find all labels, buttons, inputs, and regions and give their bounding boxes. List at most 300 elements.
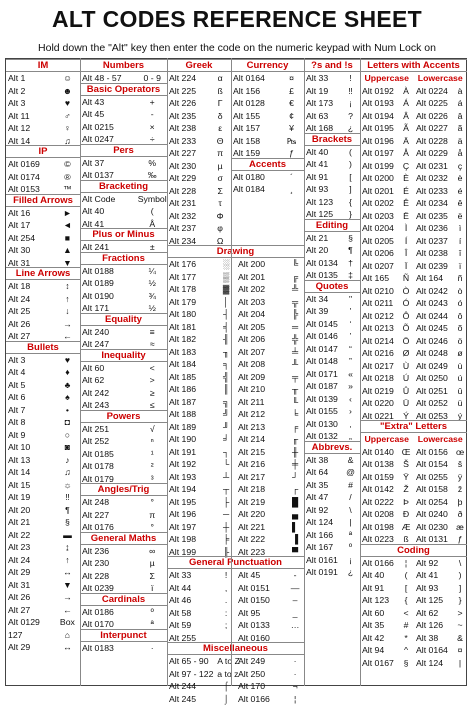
symbol: Ô (399, 310, 413, 323)
symbol: ┐ (217, 446, 235, 459)
symbol: ê (453, 197, 467, 210)
alt-code: Alt 223 (235, 546, 286, 559)
symbol: █ (286, 496, 304, 509)
symbol: [ (399, 582, 413, 595)
alt-code: Alt 0128 (231, 97, 279, 110)
symbol: ↓ (55, 305, 80, 318)
alt-code: Alt 0249 (413, 360, 453, 373)
code-row (167, 371, 304, 384)
symbol: Ì (399, 222, 413, 235)
symbol: ü (453, 397, 467, 410)
alt-code: Alt 0202 (360, 197, 399, 210)
symbol: ▼ (55, 579, 80, 592)
alt-code: Alt 4 (6, 366, 55, 379)
symbol: û (453, 385, 467, 398)
alt-code: Alt 158 (231, 135, 279, 148)
code-row (360, 297, 467, 310)
symbol: @ (341, 466, 360, 479)
alt-code: Alt 92 (304, 504, 341, 517)
alt-code: Alt 20 (304, 244, 341, 257)
symbol: & (341, 454, 360, 467)
code-row (167, 283, 304, 296)
code-row (304, 516, 360, 529)
code-row (167, 655, 304, 668)
symbol: ¤ (453, 644, 467, 657)
code-row (6, 72, 80, 85)
alt-code: Alt 0246 (413, 335, 453, 348)
symbol: ß (399, 533, 413, 546)
symbol: ä (453, 135, 467, 148)
symbol: ô (453, 310, 467, 323)
symbol: ⌠ (217, 680, 235, 693)
alt-code: Alt 62 (80, 374, 137, 387)
code-row (80, 290, 167, 303)
code-row (360, 483, 467, 496)
alt-code: Alt 230 (80, 557, 137, 570)
symbol: ▒ (217, 271, 235, 284)
code-row (6, 158, 80, 171)
symbol: Á (399, 97, 413, 110)
section-qmarks (304, 59, 360, 135)
symbol: ; (217, 619, 235, 632)
symbol: σ (209, 172, 231, 185)
alt-code: Alt 184 (167, 358, 217, 371)
code-row (167, 135, 231, 148)
symbol: ÷ (137, 133, 167, 146)
alt-code: Alt 0230 (413, 521, 453, 534)
code-row (80, 205, 167, 218)
alt-code: Alt 0133 (235, 619, 286, 632)
symbol: ♠ (55, 391, 80, 404)
section-extra-letters (360, 420, 467, 546)
symbol: Ð (399, 508, 413, 521)
alt-code: Alt 23 (6, 541, 55, 554)
alt-code: Alt 29 (6, 566, 55, 579)
code-row (304, 418, 360, 431)
symbol: ╫ (286, 446, 304, 459)
symbol: ├ (217, 496, 235, 509)
alt-code: Alt 0216 (360, 347, 399, 360)
alt-code: Alt 168 (304, 122, 341, 135)
symbol: Ã (399, 122, 413, 135)
alt-code: Alt 206 (235, 333, 286, 346)
alt-code: Alt 166 (304, 529, 341, 542)
symbol: √ (137, 423, 167, 436)
subheader-row (360, 72, 467, 85)
alt-code: Alt 92 (413, 557, 453, 570)
alt-code: Alt 210 (235, 383, 286, 396)
alt-code: Alt 199 (167, 546, 217, 559)
alt-code: Alt 19 (6, 491, 55, 504)
symbol: ‚ (341, 418, 360, 431)
alt-code: Alt 0167 (360, 657, 399, 670)
code-row (231, 72, 304, 85)
alt-code: Alt 0129 (6, 616, 55, 629)
code-row (167, 122, 231, 135)
alt-code: Alt 194 (167, 483, 217, 496)
section-brackets (304, 133, 360, 221)
code-row (360, 322, 467, 335)
alt-code: Alt 0220 (360, 397, 399, 410)
alt-code: Alt 123 (304, 196, 341, 209)
alt-code: Alt 0137 (80, 169, 137, 182)
symbol: ¬ (286, 680, 304, 693)
code-row (167, 222, 231, 235)
alt-code: Alt 48 - 57 (80, 72, 137, 85)
code-row (304, 393, 360, 406)
alt-code: Alt 0170 (80, 618, 137, 631)
alt-code: Alt 225 (167, 85, 209, 98)
code-row (360, 210, 467, 223)
alt-code: Alt 35 (304, 479, 341, 492)
alt-code: Alt 42 (360, 632, 399, 645)
alt-code: Alt 26 (6, 591, 55, 604)
symbol: Ø (399, 347, 413, 360)
code-row (80, 606, 167, 619)
section-title: Miscellaneous (167, 642, 304, 655)
code-row (167, 569, 304, 582)
symbol: , (217, 582, 235, 595)
code-row (80, 96, 167, 109)
alt-code: Alt 0180 (231, 171, 279, 184)
alt-code: Alt 10 (6, 441, 55, 454)
section-title: Brackets (304, 133, 360, 146)
symbol: ú (453, 372, 467, 385)
alt-code: Alt 0131 (413, 533, 453, 546)
section-general-maths (80, 532, 167, 595)
symbol: â (453, 110, 467, 123)
section-title: General Maths (80, 532, 167, 545)
alt-code: Alt 0228 (413, 135, 453, 148)
symbol: ° (137, 496, 167, 509)
symbol: ‘ (341, 318, 360, 331)
alt-code: Alt 0248 (413, 347, 453, 360)
code-row (167, 160, 231, 173)
symbol: ↨ (55, 541, 80, 554)
code-row (167, 607, 304, 620)
alt-code: Alt 0221 (360, 410, 399, 423)
symbol: ¸ (279, 183, 304, 196)
code-row (360, 644, 467, 657)
symbol: ¼ (137, 265, 167, 278)
code-row (6, 604, 80, 617)
alt-code: Alt 0227 (413, 122, 453, 135)
symbol: ) (453, 569, 467, 582)
code-row (80, 642, 167, 655)
code-row (304, 504, 360, 517)
code-row (360, 197, 467, 210)
alt-code: Alt 31 (6, 257, 55, 270)
alt-code: Alt 0174 (6, 171, 55, 184)
code-row (6, 429, 80, 442)
alt-code: Alt 207 (235, 346, 286, 359)
code-row (304, 97, 360, 110)
alt-code: Alt 124 (304, 516, 341, 529)
code-row (6, 454, 80, 467)
alt-code: Alt 0140 (360, 446, 399, 459)
alt-code: Alt 227 (167, 147, 209, 160)
alt-code: Alt 0212 (360, 310, 399, 323)
symbol: Ÿ (399, 471, 413, 484)
symbol: ≡ (137, 326, 167, 339)
symbol: Æ (399, 521, 413, 534)
alt-code: Alt 212 (235, 408, 286, 421)
alt-code: Alt 38 (413, 632, 453, 645)
alt-code: Alt 97 - 122 (167, 668, 217, 681)
code-row (304, 380, 360, 393)
alt-code: Alt 178 (167, 283, 217, 296)
code-row (6, 504, 80, 517)
symbol: è (453, 172, 467, 185)
alt-code: Alt 173 (304, 97, 341, 110)
symbol: Â (399, 110, 413, 123)
code-row (167, 471, 304, 484)
symbol: Å (399, 147, 413, 160)
alt-code: Alt 196 (167, 508, 217, 521)
symbol: ░ (217, 258, 235, 271)
symbol: ┬ (217, 483, 235, 496)
symbol: É (399, 185, 413, 198)
alt-code: Alt 234 (167, 235, 209, 248)
section-title: Interpunct (80, 629, 167, 642)
code-row (360, 569, 467, 582)
symbol: ë (453, 210, 467, 223)
alt-code: Alt 123 (360, 594, 399, 607)
section-title: Quotes (304, 280, 360, 293)
section-title: Accents (231, 158, 304, 171)
symbol: ñ (453, 272, 467, 285)
subheader-row (360, 433, 467, 446)
alt-code: Alt 235 (167, 110, 209, 123)
alt-code: Alt 20 (6, 504, 55, 517)
symbol: ) (341, 158, 360, 171)
column-divider (360, 58, 361, 686)
symbol: _ (286, 607, 304, 620)
code-row (231, 135, 304, 148)
symbol: \ (341, 504, 360, 517)
section-title: Abbrevs. (304, 441, 360, 454)
code-row (167, 296, 304, 309)
code-row (167, 271, 304, 284)
section-line-arrows (6, 267, 80, 343)
code-row (360, 172, 467, 185)
code-row (304, 491, 360, 504)
alt-code: Alt 64 (304, 466, 341, 479)
alt-code: Alt 249 (235, 655, 286, 668)
symbol: ß (209, 85, 231, 98)
alt-code: Alt 167 (304, 541, 341, 554)
symbol: | (453, 657, 467, 670)
symbol: ´ (279, 171, 304, 184)
symbol: ┼ (217, 521, 235, 534)
code-row (6, 516, 80, 529)
alt-code: Alt 0169 (6, 158, 55, 171)
symbol: ╦ (286, 296, 304, 309)
code-row (167, 85, 231, 98)
code-row (6, 466, 80, 479)
code-row (80, 509, 167, 522)
code-row (360, 147, 467, 160)
alt-code: Alt 0138 (360, 458, 399, 471)
symbol: ø (453, 347, 467, 360)
code-row (6, 97, 80, 110)
alt-code: Alt 17 (6, 219, 55, 232)
symbol: ⌡ (217, 693, 235, 705)
symbol: a to z (217, 668, 235, 681)
alt-code: Alt 0225 (413, 97, 453, 110)
symbol: ► (55, 207, 80, 220)
alt-code: Alt 15 (6, 479, 55, 492)
symbol: á (453, 97, 467, 110)
code-row (167, 533, 304, 546)
symbol: Ó (399, 297, 413, 310)
alt-code: Alt 0213 (360, 322, 399, 335)
code-row (80, 374, 167, 387)
code-row (6, 404, 80, 417)
symbol: ╗ (217, 396, 235, 409)
code-row (167, 147, 231, 160)
alt-code: Alt 62 (413, 607, 453, 620)
alt-code: Alt 0231 (413, 160, 453, 173)
symbol: ╖ (217, 346, 235, 359)
alt-code: Alt 231 (167, 197, 209, 210)
alt-code: Alt 179 (167, 296, 217, 309)
alt-code: Alt 41 (304, 158, 341, 171)
code-row (6, 479, 80, 492)
alt-code: Alt 0189 (80, 277, 137, 290)
alt-code: Alt 0234 (413, 197, 453, 210)
alt-code: Alt 0229 (413, 147, 453, 160)
code-row (304, 554, 360, 567)
symbol: ≥ (137, 387, 167, 400)
alt-code: Alt 227 (80, 509, 137, 522)
symbol: ↑ (55, 293, 80, 306)
alt-code: Alt 58 (167, 607, 217, 620)
code-row (6, 641, 80, 654)
code-row (6, 110, 80, 123)
alt-code: Alt 0223 (360, 533, 399, 546)
alt-code: Alt 93 (413, 582, 453, 595)
alt-code: Alt 43 (80, 96, 137, 109)
symbol: Ñ (399, 272, 413, 285)
section-filled-arrows (6, 194, 80, 270)
code-row (6, 280, 80, 293)
code-row (360, 347, 467, 360)
alt-code: Alt 0203 (360, 210, 399, 223)
code-row (360, 385, 467, 398)
code-row (6, 591, 80, 604)
alt-code: Alt 0219 (360, 385, 399, 398)
alt-code: Alt 190 (167, 433, 217, 446)
code-row (304, 293, 360, 306)
code-row (167, 383, 304, 396)
alt-code: Alt 208 (235, 358, 286, 371)
alt-code: Alt 35 (360, 619, 399, 632)
alt-code: Alt 0214 (360, 335, 399, 348)
alt-code: Alt 0145 (304, 318, 341, 331)
symbol: Ω (209, 235, 231, 248)
code-row (6, 366, 80, 379)
alt-code: Alt 3 (6, 354, 55, 367)
alt-code: Alt 0183 (80, 642, 137, 655)
symbol: Ç (399, 160, 413, 173)
alt-code: Alt 0176 (80, 521, 137, 534)
code-row (167, 358, 304, 371)
symbol: ← (55, 330, 80, 343)
alt-code: Alt 216 (235, 458, 286, 471)
symbol: ⁿ (137, 435, 167, 448)
symbol: ← (55, 604, 80, 617)
code-row (6, 579, 80, 592)
page-title: ALT CODES REFERENCE SHEET (0, 6, 474, 40)
subheader-label: Lowercase (414, 433, 468, 446)
alt-code: Alt 250 (235, 668, 286, 681)
alt-code: Alt 93 (304, 183, 341, 196)
symbol: π (137, 509, 167, 522)
symbol: Ò (399, 285, 413, 298)
section-editing (304, 219, 360, 282)
alt-code: Alt 0226 (413, 110, 453, 123)
alt-code: Alt 0247 (80, 133, 137, 146)
alt-code: Alt 0185 (80, 448, 137, 461)
symbol: ( (341, 146, 360, 159)
symbol: } (453, 594, 467, 607)
section-title: Editing (304, 219, 360, 232)
code-row (80, 265, 167, 278)
code-row (80, 570, 167, 583)
alt-code: Alt 0218 (360, 372, 399, 385)
section-title: Plus or Minus (80, 228, 167, 241)
symbol: A to Z (217, 655, 235, 668)
alt-code: Alt 39 (304, 305, 341, 318)
symbol: ─ (217, 508, 235, 521)
alt-code: Alt 0240 (413, 508, 453, 521)
alt-code: Alt 230 (167, 160, 209, 173)
symbol: ’ (341, 330, 360, 343)
symbol: ò (453, 285, 467, 298)
alt-code: Alt 0130 (304, 418, 341, 431)
code-row (80, 545, 167, 558)
alt-code: Alt 29 (6, 641, 55, 654)
code-row (360, 557, 467, 570)
code-row (167, 582, 304, 595)
code-row (304, 529, 360, 542)
section-miscellaneous (167, 642, 304, 705)
code-row (80, 423, 167, 436)
code-row (360, 335, 467, 348)
section-inequality (80, 349, 167, 412)
symbol: ó (453, 297, 467, 310)
code-row (360, 247, 467, 260)
alt-code: Alt 2 (6, 85, 55, 98)
symbol: ╧ (286, 346, 304, 359)
code-row (167, 421, 304, 434)
alt-code: Alt 226 (167, 97, 209, 110)
code-row (360, 160, 467, 173)
code-row (304, 305, 360, 318)
alt-code: Alt 232 (167, 210, 209, 223)
code-row (6, 244, 80, 257)
alt-code: Alt 240 (80, 326, 137, 339)
symbol: … (286, 619, 304, 632)
alt-code: Alt 40 (80, 205, 137, 218)
section-quotes (304, 280, 360, 443)
symbol: Ö (399, 335, 413, 348)
alt-code: Alt 247 (80, 338, 137, 351)
alt-code: Alt 0235 (413, 210, 453, 223)
symbol: ╒ (286, 421, 304, 434)
symbol: Θ (209, 135, 231, 148)
